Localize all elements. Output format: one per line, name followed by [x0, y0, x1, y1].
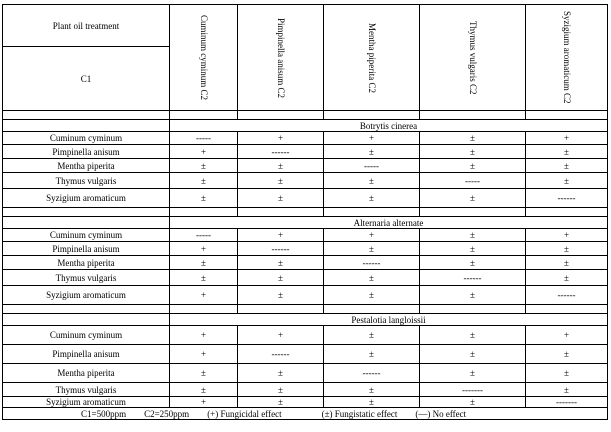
effect-cell: +: [238, 229, 324, 242]
effect-cell: ±: [238, 159, 324, 173]
effect-cell: -----: [170, 132, 238, 145]
effect-cell: ±: [170, 383, 238, 397]
table-row: [3, 173, 608, 189]
effect-cell: ±: [324, 326, 420, 345]
spacer-cell: [420, 111, 526, 120]
spacer-cell: [170, 111, 238, 120]
col-header-label: Cuminum cyminum C2: [199, 14, 209, 100]
effect-cell: ±: [420, 345, 526, 364]
effect-cell: ±: [526, 242, 608, 256]
section-title: Alternaria alternate: [170, 217, 608, 229]
effect-cell: ------: [526, 286, 608, 305]
effect-cell: ±: [420, 286, 526, 305]
header-plant-oil-treatment: Plant oil treatment: [3, 5, 170, 47]
spacer-cell: [324, 305, 420, 314]
results-table: [2, 4, 608, 420]
effect-cell: ±: [420, 159, 526, 173]
col-header-label: Thymus vulgaris C2: [468, 20, 478, 95]
effect-cell: +: [324, 132, 420, 145]
row-label: Mentha piperita: [3, 256, 170, 270]
effect-cell: -------: [526, 397, 608, 408]
effect-cell: ±: [170, 173, 238, 189]
effect-cell: +: [170, 145, 238, 159]
effect-cell: -----: [324, 159, 420, 173]
effect-cell: ±: [324, 345, 420, 364]
effect-cell: ±: [170, 364, 238, 383]
section-header-row: [3, 217, 608, 229]
effect-cell: +: [170, 326, 238, 345]
effect-cell: ------: [526, 189, 608, 208]
legend: [3, 408, 608, 420]
col-header-pimpinella: [238, 5, 324, 111]
row-label: Pimpinella anisum: [3, 145, 170, 159]
effect-cell: ±: [526, 270, 608, 286]
effect-cell: ±: [238, 270, 324, 286]
table-row: [3, 145, 608, 159]
row-label: Pimpinella anisum: [3, 345, 170, 364]
effect-cell: ±: [526, 345, 608, 364]
col-header-cuminum: [170, 5, 238, 111]
table-row: [3, 242, 608, 256]
row-label: Cuminum cyminum: [3, 229, 170, 242]
effect-cell: -------: [420, 383, 526, 397]
effect-cell: ±: [170, 159, 238, 173]
row-label: Thymus vulgaris: [3, 270, 170, 286]
effect-cell: ±: [420, 256, 526, 270]
spacer-row: [3, 208, 608, 217]
effect-cell: ±: [526, 383, 608, 397]
row-label: Syzigium aromaticum: [3, 397, 170, 408]
row-label: Pimpinella anisum: [3, 242, 170, 256]
effect-cell: ±: [238, 189, 324, 208]
spacer-cell: [3, 111, 170, 120]
effect-cell: ------: [238, 145, 324, 159]
effect-cell: ±: [238, 397, 324, 408]
effect-cell: ±: [526, 173, 608, 189]
effect-cell: ±: [420, 397, 526, 408]
spacer-cell: [420, 305, 526, 314]
effect-cell: -----: [420, 173, 526, 189]
effect-cell: +: [526, 229, 608, 242]
effect-cell: ±: [324, 145, 420, 159]
effect-cell: +: [238, 132, 324, 145]
col-header-label: Syzigium aromaticum C2: [562, 11, 572, 104]
section-header-blank: [3, 217, 170, 229]
table-row: [3, 229, 608, 242]
row-label: Cuminum cyminum: [3, 326, 170, 345]
spacer-cell: [238, 208, 324, 217]
effect-cell: ±: [526, 159, 608, 173]
section-header-blank: [3, 314, 170, 326]
table-row: [3, 132, 608, 145]
effect-cell: +: [526, 132, 608, 145]
effect-cell: ±: [526, 364, 608, 383]
table-row: [3, 189, 608, 208]
effect-cell: +: [324, 229, 420, 242]
row-label: Thymus vulgaris: [3, 173, 170, 189]
legend-fungicidal: (+) Fungicidal effect: [207, 408, 282, 419]
row-label: Cuminum cyminum: [3, 132, 170, 145]
section-title: Botrytis cinerea: [170, 120, 608, 132]
effect-cell: +: [170, 242, 238, 256]
table-row: [3, 159, 608, 173]
table-row: [3, 270, 608, 286]
table-row: [3, 345, 608, 364]
row-label: Thymus vulgaris: [3, 383, 170, 397]
section-header-blank: [3, 120, 170, 132]
effect-cell: ±: [238, 286, 324, 305]
table-row: [3, 364, 608, 383]
effect-cell: ±: [420, 132, 526, 145]
row-label: Syzigium aromaticum: [3, 189, 170, 208]
section-header-row: [3, 120, 608, 132]
section-header-row: [3, 314, 608, 326]
effect-cell: ±: [324, 397, 420, 408]
spacer-row: [3, 305, 608, 314]
effect-cell: +: [170, 397, 238, 408]
effect-cell: ±: [420, 326, 526, 345]
effect-cell: ±: [238, 256, 324, 270]
effect-cell: ±: [420, 242, 526, 256]
spacer-cell: [238, 111, 324, 120]
effect-cell: ±: [526, 256, 608, 270]
legend-fungistatic: (±) Fungistatic effect: [321, 408, 398, 419]
effect-cell: ±: [324, 189, 420, 208]
row-label: Syzigium aromaticum: [3, 286, 170, 305]
col-header-label: Mentha piperita C2: [367, 22, 377, 93]
col-header-thymus: [420, 5, 526, 111]
effect-cell: ±: [324, 242, 420, 256]
effect-cell: ±: [420, 189, 526, 208]
row-label: Mentha piperita: [3, 364, 170, 383]
effect-cell: ------: [420, 270, 526, 286]
effect-cell: +: [170, 286, 238, 305]
effect-cell: ±: [238, 173, 324, 189]
effect-cell: ±: [526, 145, 608, 159]
effect-cell: ------: [238, 242, 324, 256]
effect-cell: ±: [324, 270, 420, 286]
spacer-cell: [420, 208, 526, 217]
header-c1: C1: [3, 47, 170, 111]
legend-no-effect: (—) No effect: [415, 408, 467, 419]
table-row: [3, 397, 608, 408]
effect-cell: +: [170, 345, 238, 364]
col-header-label: Pimpinella anisum C2: [276, 17, 286, 98]
effect-cell: +: [526, 326, 608, 345]
spacer-cell: [526, 208, 608, 217]
spacer-cell: [526, 111, 608, 120]
spacer-cell: [238, 305, 324, 314]
effect-cell: ------: [324, 256, 420, 270]
effect-cell: ±: [324, 286, 420, 305]
spacer-cell: [324, 208, 420, 217]
spacer-cell: [526, 305, 608, 314]
effect-cell: +: [238, 326, 324, 345]
effect-cell: ±: [238, 364, 324, 383]
effect-cell: ------: [324, 364, 420, 383]
effect-cell: ±: [170, 256, 238, 270]
spacer-cell: [170, 208, 238, 217]
spacer-cell: [324, 111, 420, 120]
effect-cell: ±: [420, 145, 526, 159]
effect-cell: ±: [324, 383, 420, 397]
legend-c1: C1=500ppm: [81, 408, 127, 419]
effect-cell: ±: [170, 270, 238, 286]
effect-cell: ±: [324, 173, 420, 189]
table-row: [3, 326, 608, 345]
effect-cell: ±: [238, 383, 324, 397]
spacer-cell: [3, 208, 170, 217]
col-header-mentha: [324, 5, 420, 111]
effect-cell: ------: [238, 345, 324, 364]
effect-cell: -----: [170, 229, 238, 242]
section-title: Pestalotia langloissii: [170, 314, 608, 326]
row-label: Mentha piperita: [3, 159, 170, 173]
col-header-syzigium: [526, 5, 608, 111]
spacer-row: [3, 111, 608, 120]
effect-cell: ±: [420, 364, 526, 383]
effect-cell: ±: [170, 189, 238, 208]
table-row: [3, 286, 608, 305]
effect-cell: ±: [420, 229, 526, 242]
table-row: [3, 256, 608, 270]
table-row: [3, 383, 608, 397]
legend-c2: C2=250ppm: [144, 408, 190, 419]
spacer-cell: [3, 305, 170, 314]
spacer-cell: [170, 305, 238, 314]
